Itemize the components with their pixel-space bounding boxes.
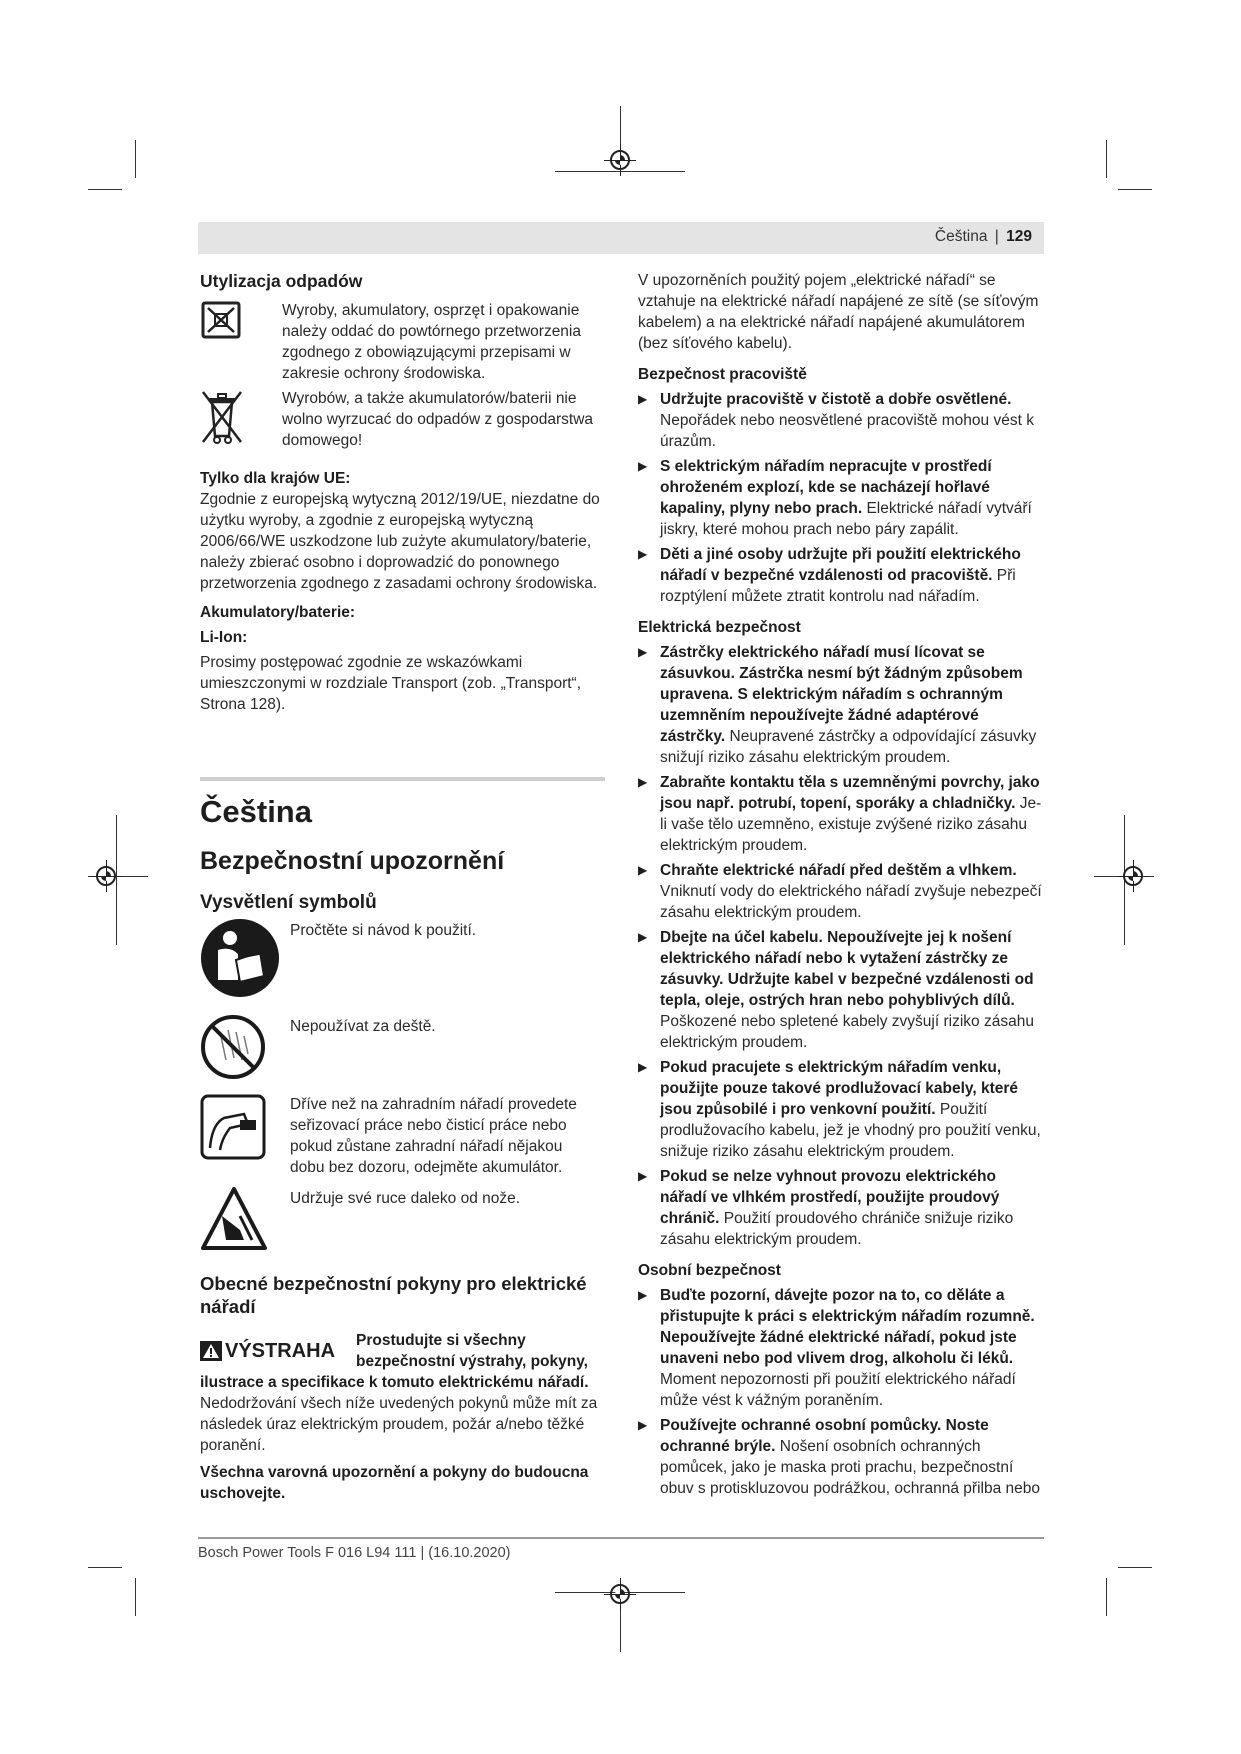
safety-item-text: Vniknutí vody do elektrického nářadí zvyšuje nebezpečí zásahu elektrickým proudem. (660, 883, 1042, 921)
safety-item-text: Je-li vaše tělo uzemněno, existuje zvýšené riziko zásahu elektrickým proudem. (660, 795, 1042, 854)
symbol-text-4: Udržuje své ruce daleko od nože. (290, 1190, 521, 1207)
workplace-list (638, 389, 1044, 607)
intro-text: V upozorněních použitý pojem „elektrické nářadí“ se vztahuje na elektrické nářadí napájené ze sítě (se síťovým kabelem) a na elektrické nářadí napájené akumulátorem (bez síťového kabelu). (638, 272, 1039, 352)
symbol-hands-blade (200, 1186, 605, 1258)
safety-item-text: Neupravené zástrčky a odpovídající zásuvky snižují riziko zásahu elektrickým proudem. (660, 728, 1037, 766)
page-header: Čeština | 129 (198, 222, 1044, 254)
safety-item (638, 1415, 1044, 1499)
safety-item (638, 927, 1044, 1053)
safety-item (638, 389, 1044, 452)
read-manual-icon (200, 918, 280, 998)
general-safety-heading: Obecné bezpečnostní pokyny pro elektrické nářadí (200, 1273, 587, 1317)
registration-mark-bottom-icon (610, 1584, 630, 1604)
symbol-text-3: Dříve než na zahradním nářadí provedete seřizovací práce nebo čisticí práce nebo pokud zůstane zahradní nářadí nějakou dobu bez dozoru, odejměte akumulátor. (290, 1096, 577, 1176)
electric-heading: Elektrická bezpečnost (638, 619, 801, 636)
utylizacja-text-1: Wyroby, akumulatory, osprzęt i opakowanie należy oddać do powtórnego przetworzenia zgodnego z obowiązującymi przepisami w zakresie ochrony środowiska. (282, 302, 581, 382)
safety-item (638, 1057, 1044, 1162)
safety-item (638, 456, 1044, 540)
symbols-heading: Vysvětlení symbolů (200, 892, 377, 913)
registration-mark-right-icon (1123, 866, 1143, 886)
warning-triangle-icon (200, 1341, 222, 1361)
section-divider (200, 777, 605, 781)
safety-item-bold: Udržujte pracoviště v čistotě a dobře osvětlené. (660, 391, 1012, 408)
footer-rule (198, 1537, 1044, 1539)
utylizacja-heading: Utylizacja odpadów (200, 271, 363, 291)
workplace-heading: Bezpečnost pracoviště (638, 366, 807, 383)
utylizacja-text-2: Wyrobów, a także akumulatorów/baterii nie wolno wyrzucać do odpadów z gospodarstwa domowego! (282, 390, 594, 449)
safety-item (638, 1285, 1044, 1411)
safety-item-text: Nošení osobních ochranných pomůcek, jako je maska proti prachu, bezpečnostní obuv s protiskluzovou podrážkou, ochranná přilba nebo (660, 1438, 1040, 1497)
page-number: 129 (1006, 228, 1032, 245)
safety-item-text: Nepořádek nebo neosvětlené pracoviště mohou vést k úrazům. (660, 412, 1034, 450)
warning-label-text: VÝSTRAHA (225, 1339, 336, 1362)
safety-item-bold: Pokud se nelze vyhnout provozu elektrického nářadí ve vlhkém prostředí, použijte proudový chránič. (660, 1168, 1000, 1227)
symbol-text-1: Pročtěte si návod k použití. (290, 922, 477, 939)
language-title: Čeština (200, 794, 312, 829)
registration-mark-top-icon (610, 150, 630, 170)
recycling-icon (200, 300, 244, 342)
footer-text: Bosch Power Tools F 016 L94 111 | (16.10.2020) (198, 1545, 511, 1561)
keep-instructions: Všechna varovná upozornění a pokyny do budoucna uschovejte. (200, 1464, 589, 1502)
safety-item-bold: Zástrčky elektrického nářadí musí lícovat se zásuvkou. Zástrčka nesmí být žádným způsobem upravena. S elektrickým nářadím s ochranným uzemněním nepoužívejte žádné adaptérové zástrčky. (660, 644, 1023, 745)
safety-item-text: Použití prodlužovacího kabelu, jež je vhodný pro použití venku, snižuje riziko zásahu elektrickým proudem. (660, 1101, 1041, 1160)
ue-heading: Tylko dla krajów UE: (200, 470, 351, 487)
symbol-text-2: Nepoužívat za deště. (290, 1018, 436, 1035)
safety-item (638, 544, 1044, 607)
battery-heading: Akumulatory/baterie: (200, 604, 356, 621)
safety-item-text: Použití proudového chrániče snižuje riziko zásahu elektrickým proudem. (660, 1210, 1014, 1248)
safety-item (638, 642, 1044, 768)
safety-item-bold: Buďte pozorní, dávejte pozor na to, co děláte a přistupujte k práci s elektrickým nářadím rozumně. Nepoužívejte žádné elektrické nářadí, pokud jste unaveni nebo pod vlivem drog, alkoholu či léků. (660, 1287, 1035, 1367)
safety-item-text: Elektrické nářadí vytváří jiskry, které mohou prach nebo páry zapálit. (660, 500, 1032, 538)
safety-item-text: Při rozptýlení můžete ztratit kontrolu nad nářadím. (660, 567, 1016, 605)
personal-heading: Osobní bezpečnost (638, 1262, 781, 1279)
personal-list (638, 1285, 1044, 1499)
ue-text: Zgodnie z europejską wytyczną 2012/19/UE, niezdatne do użytku wyroby, a zgodnie z europejską wytyczną 2006/66/WE uszkodzone lub zużyte akumulatory/baterie, należy zbierać osobno i doprowadzić do ponownego przetworzenia zgodnego z zasadami ochrony środowiska. (200, 491, 600, 592)
warning-text: Nedodržování všech níže uvedených pokynů může mít za následek úraz elektrickým proudem, požár a/nebo těžké poranění. (200, 1395, 598, 1454)
electric-list (638, 642, 1044, 1250)
warning-head: Prostudujte si všechny bezpečnostní výstrahy, pokyny, (356, 1332, 588, 1370)
safety-item-bold: Chraňte elektrické nářadí před deštěm a vlhkem. (660, 862, 1017, 879)
safety-item-bold: Dbejte na účel kabelu. Nepoužívejte jej k nošení elektrického nářadí nebo k vytažení zástrčky ze zásuvky. Udržujte kabel v bezpečné vzdálenosti od tepla, oleje, ostrých hran nebo pohyblivých dílů. (660, 929, 1034, 1009)
registration-mark-left-icon (96, 866, 116, 886)
liion-text: Prosimy postępować zgodnie ze wskazówkami umieszczonymi w rozdziale Transport (zob. „Transport“, Strona 128). (200, 654, 582, 713)
liion-heading: Li-Ion: (200, 629, 248, 646)
symbol-no-rain (200, 1014, 605, 1086)
right-column (638, 270, 1044, 1499)
safety-item-bold: Používejte ochranné osobní pomůcky. Noste ochranné brýle. (660, 1417, 989, 1455)
warning-block (200, 1330, 605, 1372)
header-section: Čeština (934, 228, 988, 245)
safety-item-bold: Děti a jiné osoby udržujte při použití elektrického nářadí v bezpečné vzdálenosti od pracoviště. (660, 546, 1021, 584)
safety-item-text: Poškozené nebo spletené kabely zvyšují riziko zásahu elektrickým proudem. (660, 1013, 1034, 1051)
warning-continued: ilustrace a specifikace k tomuto elektrickému nářadí. (200, 1374, 589, 1391)
remove-battery-icon (200, 1094, 266, 1160)
safety-item-bold: S elektrickým nářadím nepracujte v prostředí ohroženém explozí, kde se nacházejí hořlavé kapaliny, plyny nebo prach. (660, 458, 992, 517)
crossed-bin-icon (200, 388, 244, 448)
symbol-remove-battery (200, 1094, 605, 1178)
safety-item-bold: Zabraňte kontaktu těla s uzemněnými povrchy, jako jsou např. potrubí, topení, sporáky a chladničky. (660, 774, 1040, 812)
safety-item (638, 1166, 1044, 1250)
recycle-block (200, 300, 605, 384)
safety-item (638, 860, 1044, 923)
safety-title: Bezpečnostní upozornění (200, 847, 505, 875)
safety-item (638, 772, 1044, 856)
symbol-read-manual (200, 918, 605, 1004)
warning-label (200, 1330, 356, 1372)
left-column (200, 270, 605, 1504)
safety-item-text: Moment nepozornosti při použití elektrického nářadí může vést k vážným poraněním. (660, 1371, 1016, 1409)
hand-blade-warning-icon (200, 1186, 268, 1252)
bin-block (200, 388, 605, 454)
safety-item-bold: Pokud pracujete s elektrickým nářadím venku, použijte pouze takové prodlužovací kabely, které jsou způsobilé i pro venkovní použití. (660, 1059, 1019, 1118)
no-rain-icon (200, 1014, 266, 1080)
